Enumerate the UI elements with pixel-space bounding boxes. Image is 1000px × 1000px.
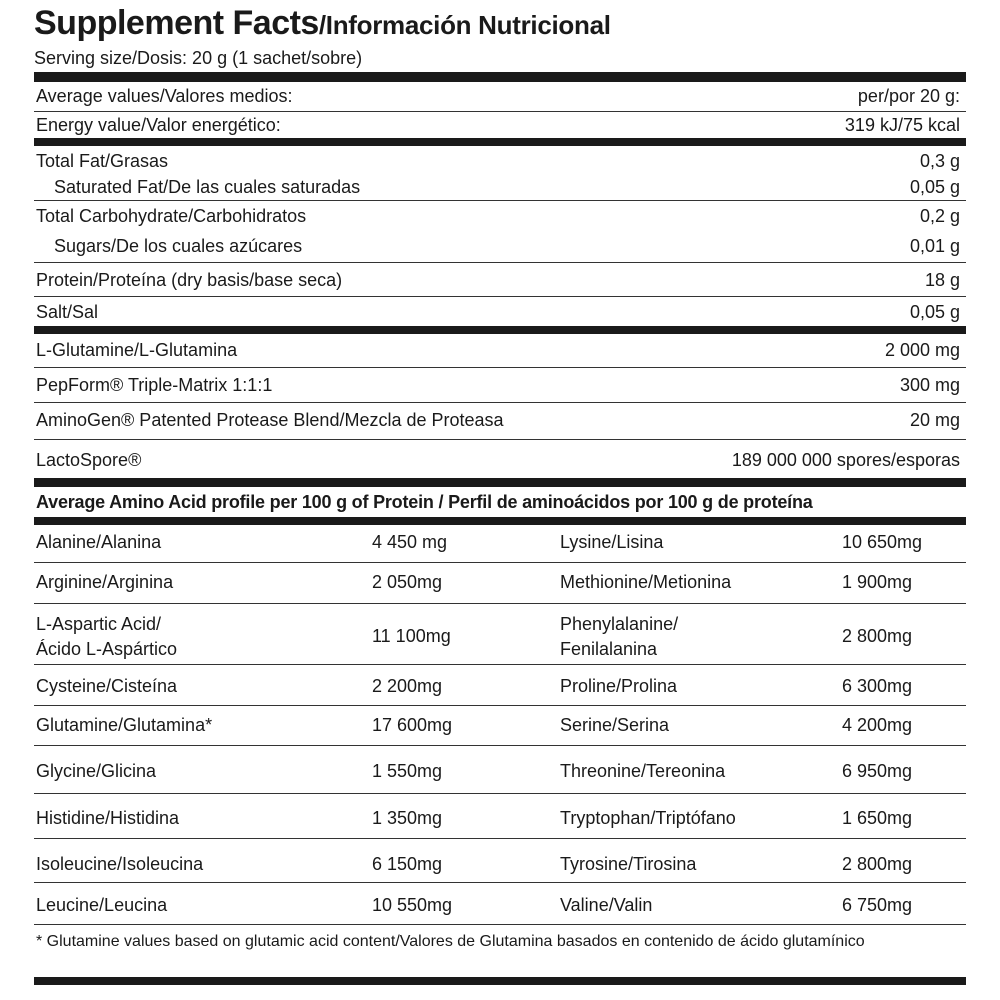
amino-name: Arginine/Arginina <box>36 572 174 592</box>
divider <box>34 882 966 883</box>
amino-value: 10 550mg <box>372 895 453 915</box>
amino-name: Proline/Prolina <box>560 676 678 696</box>
nutrient-value: 18 g <box>924 270 960 290</box>
nutrient-value: 0,01 g <box>909 236 960 256</box>
amino-name: Leucine/Leucina <box>36 895 168 915</box>
divider <box>34 562 966 563</box>
divider <box>34 664 966 665</box>
nutrient-label: Energy value/Valor energético: <box>36 115 281 135</box>
divider <box>34 924 966 925</box>
divider <box>34 838 966 839</box>
divider-thick <box>34 72 966 82</box>
nutrient-label: Saturated Fat/De las cuales saturadas <box>54 177 361 197</box>
nutrient-label: Average values/Valores medios: <box>36 86 293 106</box>
divider <box>34 367 966 368</box>
title-sub: /Información Nutricional <box>318 10 611 40</box>
divider-thick <box>34 138 966 146</box>
amino-value: 2 050mg <box>372 572 443 592</box>
nutrient-value: per/por 20 g: <box>857 86 960 106</box>
footnote: * Glutamine values based on glutamic acid content/Valores de Glutamina basados en contenido de ácido glutamínico <box>36 933 865 950</box>
nutrient-label: PepForm® Triple-Matrix 1:1:1 <box>36 375 273 395</box>
amino-name: Isoleucine/Isoleucina <box>36 854 204 874</box>
divider <box>34 402 966 403</box>
nutrient-value: 189 000 000 spores/esporas <box>731 450 960 470</box>
nutrient-value: 2 000 mg <box>884 340 960 360</box>
nutrient-label: Sugars/De los cuales azúcares <box>54 236 303 256</box>
nutrient-value: 0,2 g <box>919 206 960 226</box>
amino-name: Methionine/Metionina <box>560 572 732 592</box>
amino-value: 17 600mg <box>372 715 453 735</box>
nutrient-value: 0,05 g <box>909 302 960 322</box>
amino-name: Threonine/Tereonina <box>560 761 726 781</box>
divider <box>34 439 966 440</box>
amino-name: Serine/Serina <box>560 715 670 735</box>
amino-value: 4 200mg <box>842 715 913 735</box>
amino-value: 1 650mg <box>842 808 913 828</box>
title-main: Supplement Facts <box>34 4 319 42</box>
divider <box>34 262 966 263</box>
divider <box>34 793 966 794</box>
amino-name: Phenylalanine/ <box>560 614 679 634</box>
nutrient-value: 300 mg <box>899 375 960 395</box>
divider <box>34 111 966 112</box>
amino-value: 10 650mg <box>842 532 923 552</box>
amino-value: 2 800mg <box>842 854 913 874</box>
amino-value: 6 300mg <box>842 676 913 696</box>
amino-value: 2 800mg <box>842 626 913 646</box>
amino-value: 4 450 mg <box>372 532 448 552</box>
nutrient-label: Protein/Proteína (dry basis/base seca) <box>36 270 343 290</box>
amino-name-line2: Ácido L-Aspártico <box>36 639 178 659</box>
nutrient-label: L-Glutamine/L-Glutamina <box>36 340 238 360</box>
amino-name: Glycine/Glicina <box>36 761 157 781</box>
amino-value: 6 750mg <box>842 895 913 915</box>
serving-size: Serving size/Dosis: 20 g (1 sachet/sobre) <box>34 48 363 68</box>
amino-value: 1 550mg <box>372 761 443 781</box>
amino-value: 11 100mg <box>372 626 451 646</box>
nutrient-label: LactoSpore® <box>36 450 142 470</box>
divider <box>34 745 966 746</box>
amino-value: 6 950mg <box>842 761 913 781</box>
divider-thick <box>34 478 966 487</box>
nutrient-label: AminoGen® Patented Protease Blend/Mezcla de Proteasa <box>36 410 504 430</box>
nutrient-value: 319 kJ/75 kcal <box>844 115 960 135</box>
divider <box>34 296 966 297</box>
supplement-facts-panel <box>34 0 966 1000</box>
amino-name: L-Aspartic Acid/ <box>36 614 162 634</box>
divider-thick <box>34 517 966 525</box>
amino-value: 1 900mg <box>842 572 913 592</box>
amino-name: Valine/Valin <box>560 895 653 915</box>
panel-title <box>34 4 611 44</box>
amino-name: Cysteine/Cisteína <box>36 676 178 696</box>
divider-thick <box>34 326 966 334</box>
divider <box>34 705 966 706</box>
amino-name: Histidine/Histidina <box>36 808 180 828</box>
amino-value: 1 350mg <box>372 808 443 828</box>
amino-name: Tryptophan/Triptófano <box>560 808 736 828</box>
amino-name: Glutamine/Glutamina* <box>36 715 213 735</box>
divider-thick <box>34 977 966 985</box>
amino-acid-header: Average Amino Acid profile per 100 g of Protein / Perfil de aminoácidos por 100 g de proteína <box>36 492 813 512</box>
amino-name: Lysine/Lisina <box>560 532 664 552</box>
nutrient-label: Total Fat/Grasas <box>36 151 169 171</box>
divider <box>34 603 966 604</box>
amino-name-line2: Fenilalanina <box>560 639 658 659</box>
amino-value: 2 200mg <box>372 676 443 696</box>
nutrient-label: Total Carbohydrate/Carbohidratos <box>36 206 307 226</box>
nutrient-value: 20 mg <box>909 410 960 430</box>
divider <box>34 200 966 201</box>
nutrient-value: 0,05 g <box>909 177 960 197</box>
nutrient-value: 0,3 g <box>919 151 960 171</box>
amino-name: Alanine/Alanina <box>36 532 162 552</box>
amino-value: 6 150mg <box>372 854 443 874</box>
nutrient-label: Salt/Sal <box>36 302 99 322</box>
amino-name: Tyrosine/Tirosina <box>560 854 697 874</box>
